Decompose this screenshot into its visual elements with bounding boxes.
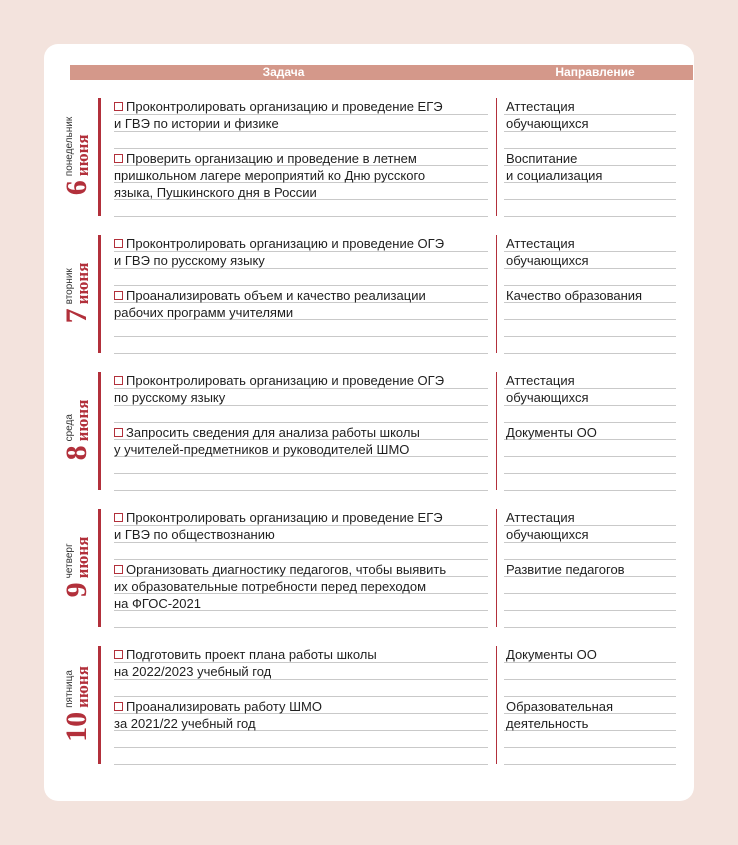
task-direction bbox=[506, 646, 678, 663]
task-text: за 2021/22 учебный год bbox=[114, 716, 256, 731]
task-text: и ГВЭ по обществознанию bbox=[114, 527, 275, 542]
task-item bbox=[114, 509, 488, 543]
day-number: 7 bbox=[60, 308, 93, 324]
day-accent-bar bbox=[98, 646, 101, 764]
ruled-line bbox=[504, 679, 676, 680]
task-checkbox[interactable] bbox=[114, 565, 123, 574]
direction-text: деятельность bbox=[506, 716, 589, 731]
ruled-line bbox=[114, 764, 488, 765]
task-item bbox=[114, 424, 488, 458]
task-checkbox[interactable] bbox=[114, 376, 123, 385]
direction-text: Аттестация bbox=[506, 373, 575, 388]
day-weekday: вторник bbox=[63, 268, 75, 305]
task-checkbox[interactable] bbox=[114, 102, 123, 111]
task-text: на ФГОС-2021 bbox=[114, 596, 201, 611]
day-number: 8 bbox=[60, 445, 93, 461]
header-task: Задача bbox=[262, 65, 305, 79]
ruled-line bbox=[114, 473, 488, 474]
direction-text: обучающихся bbox=[506, 253, 589, 268]
day-date-label bbox=[60, 376, 94, 484]
ruled-line bbox=[504, 610, 676, 611]
task-checkbox[interactable] bbox=[114, 702, 123, 711]
ruled-line bbox=[504, 490, 676, 491]
day-month: июня bbox=[72, 399, 92, 442]
ruled-line bbox=[114, 559, 488, 560]
day-accent-bar bbox=[98, 509, 101, 627]
ruled-line bbox=[504, 473, 676, 474]
day-weekday: понедельник bbox=[63, 116, 75, 177]
task-direction bbox=[506, 424, 678, 441]
day-accent-bar bbox=[98, 235, 101, 353]
table-header bbox=[70, 65, 693, 80]
task-direction bbox=[506, 287, 678, 304]
task-checkbox[interactable] bbox=[114, 428, 123, 437]
day-number: 10 bbox=[60, 711, 93, 742]
direction-text: Качество образования bbox=[506, 288, 643, 303]
direction-text: Воспитание bbox=[506, 151, 578, 166]
task-checkbox[interactable] bbox=[114, 291, 123, 300]
ruled-line bbox=[504, 216, 676, 217]
task-direction bbox=[506, 698, 678, 732]
day-weekday: среда bbox=[63, 414, 75, 442]
ruled-line bbox=[504, 353, 676, 354]
task-direction bbox=[506, 509, 678, 543]
direction-text: и социализация bbox=[506, 168, 603, 183]
task-text: Запросить сведения для анализа работы школы bbox=[126, 425, 420, 440]
day-month: июня bbox=[72, 262, 92, 305]
ruled-line bbox=[114, 747, 488, 748]
day-section bbox=[60, 98, 680, 218]
task-direction bbox=[506, 150, 678, 184]
direction-text: обучающихся bbox=[506, 116, 589, 131]
ruled-line bbox=[504, 696, 676, 697]
direction-text: обучающихся bbox=[506, 390, 589, 405]
task-item bbox=[114, 287, 488, 321]
task-text: Подготовить проект плана работы школы bbox=[126, 647, 377, 662]
task-text: и ГВЭ по русскому языку bbox=[114, 253, 265, 268]
column-divider bbox=[496, 98, 497, 216]
direction-text: обучающихся bbox=[506, 527, 589, 542]
task-text: на 2022/2023 учебный год bbox=[114, 664, 272, 679]
ruled-line bbox=[504, 747, 676, 748]
direction-text: Образовательная bbox=[506, 699, 614, 714]
ruled-line bbox=[114, 336, 488, 337]
ruled-line bbox=[504, 627, 676, 628]
day-section bbox=[60, 235, 680, 355]
task-text: рабочих программ учителями bbox=[114, 305, 294, 320]
header-direction: Направление bbox=[555, 65, 635, 79]
task-item bbox=[114, 372, 488, 406]
task-item bbox=[114, 561, 488, 612]
task-item bbox=[114, 98, 488, 132]
task-text: Проконтролировать организацию и проведение ЕГЭ bbox=[126, 99, 443, 114]
day-section bbox=[60, 372, 680, 492]
task-direction bbox=[506, 98, 678, 132]
column-divider bbox=[496, 235, 497, 353]
task-checkbox[interactable] bbox=[114, 513, 123, 522]
day-weekday: пятница bbox=[63, 670, 75, 708]
task-text: пришкольном лагере мероприятий ко Дню русского bbox=[114, 168, 426, 183]
direction-text: Развитие педагогов bbox=[506, 562, 625, 577]
task-text: языка, Пушкинского дня в России bbox=[114, 185, 317, 200]
task-checkbox[interactable] bbox=[114, 650, 123, 659]
direction-text: Аттестация bbox=[506, 99, 575, 114]
task-item bbox=[114, 150, 488, 201]
ruled-line bbox=[504, 319, 676, 320]
ruled-line bbox=[114, 285, 488, 286]
direction-text: Аттестация bbox=[506, 236, 575, 251]
task-text: Проанализировать объем и качество реализации bbox=[126, 288, 426, 303]
ruled-line bbox=[114, 216, 488, 217]
task-checkbox[interactable] bbox=[114, 239, 123, 248]
day-accent-bar bbox=[98, 372, 101, 490]
day-date-label bbox=[60, 513, 94, 621]
day-number: 6 bbox=[60, 180, 93, 196]
day-month: июня bbox=[72, 666, 92, 708]
task-item bbox=[114, 235, 488, 269]
day-month: июня bbox=[72, 134, 92, 177]
task-text: у учителей-предметников и руководителей ШМО bbox=[114, 442, 410, 457]
ruled-line bbox=[114, 627, 488, 628]
day-date-label bbox=[60, 650, 94, 758]
task-direction bbox=[506, 372, 678, 406]
day-section bbox=[60, 646, 680, 766]
direction-text: Документы ОО bbox=[506, 647, 597, 662]
ruled-line bbox=[504, 148, 676, 149]
day-month: июня bbox=[72, 536, 92, 579]
day-date-label bbox=[60, 102, 94, 210]
ruled-line bbox=[114, 696, 488, 697]
column-divider bbox=[496, 372, 497, 490]
task-text: по русскому языку bbox=[114, 390, 226, 405]
task-text: Проконтролировать организацию и проведение ОГЭ bbox=[126, 236, 445, 251]
ruled-line bbox=[114, 148, 488, 149]
column-divider bbox=[496, 646, 497, 764]
task-text: Организовать диагностику педагогов, чтобы выявить bbox=[126, 562, 447, 577]
ruled-line bbox=[504, 456, 676, 457]
day-section bbox=[60, 509, 680, 629]
day-number: 9 bbox=[60, 582, 93, 598]
ruled-line bbox=[504, 559, 676, 560]
ruled-line bbox=[114, 353, 488, 354]
task-item bbox=[114, 698, 488, 732]
task-text: и ГВЭ по истории и физике bbox=[114, 116, 279, 131]
task-text: Проконтролировать организацию и проведение ЕГЭ bbox=[126, 510, 443, 525]
ruled-line bbox=[504, 199, 676, 200]
task-direction bbox=[506, 235, 678, 269]
task-text: Проверить организацию и проведение в летнем bbox=[126, 151, 417, 166]
task-text: Проконтролировать организацию и проведение ОГЭ bbox=[126, 373, 445, 388]
day-weekday: четверг bbox=[63, 543, 75, 579]
ruled-line bbox=[504, 422, 676, 423]
direction-text: Аттестация bbox=[506, 510, 575, 525]
task-checkbox[interactable] bbox=[114, 154, 123, 163]
ruled-line bbox=[504, 593, 676, 594]
task-item bbox=[114, 646, 488, 680]
task-direction bbox=[506, 561, 678, 578]
task-text: Проанализировать работу ШМО bbox=[126, 699, 322, 714]
ruled-line bbox=[504, 285, 676, 286]
ruled-line bbox=[114, 490, 488, 491]
ruled-line bbox=[504, 336, 676, 337]
direction-text: Документы ОО bbox=[506, 425, 597, 440]
day-accent-bar bbox=[98, 98, 101, 216]
day-date-label bbox=[60, 239, 94, 347]
ruled-line bbox=[114, 422, 488, 423]
column-divider bbox=[496, 509, 497, 627]
task-text: их образовательные потребности перед переходом bbox=[114, 579, 427, 594]
ruled-line bbox=[504, 764, 676, 765]
